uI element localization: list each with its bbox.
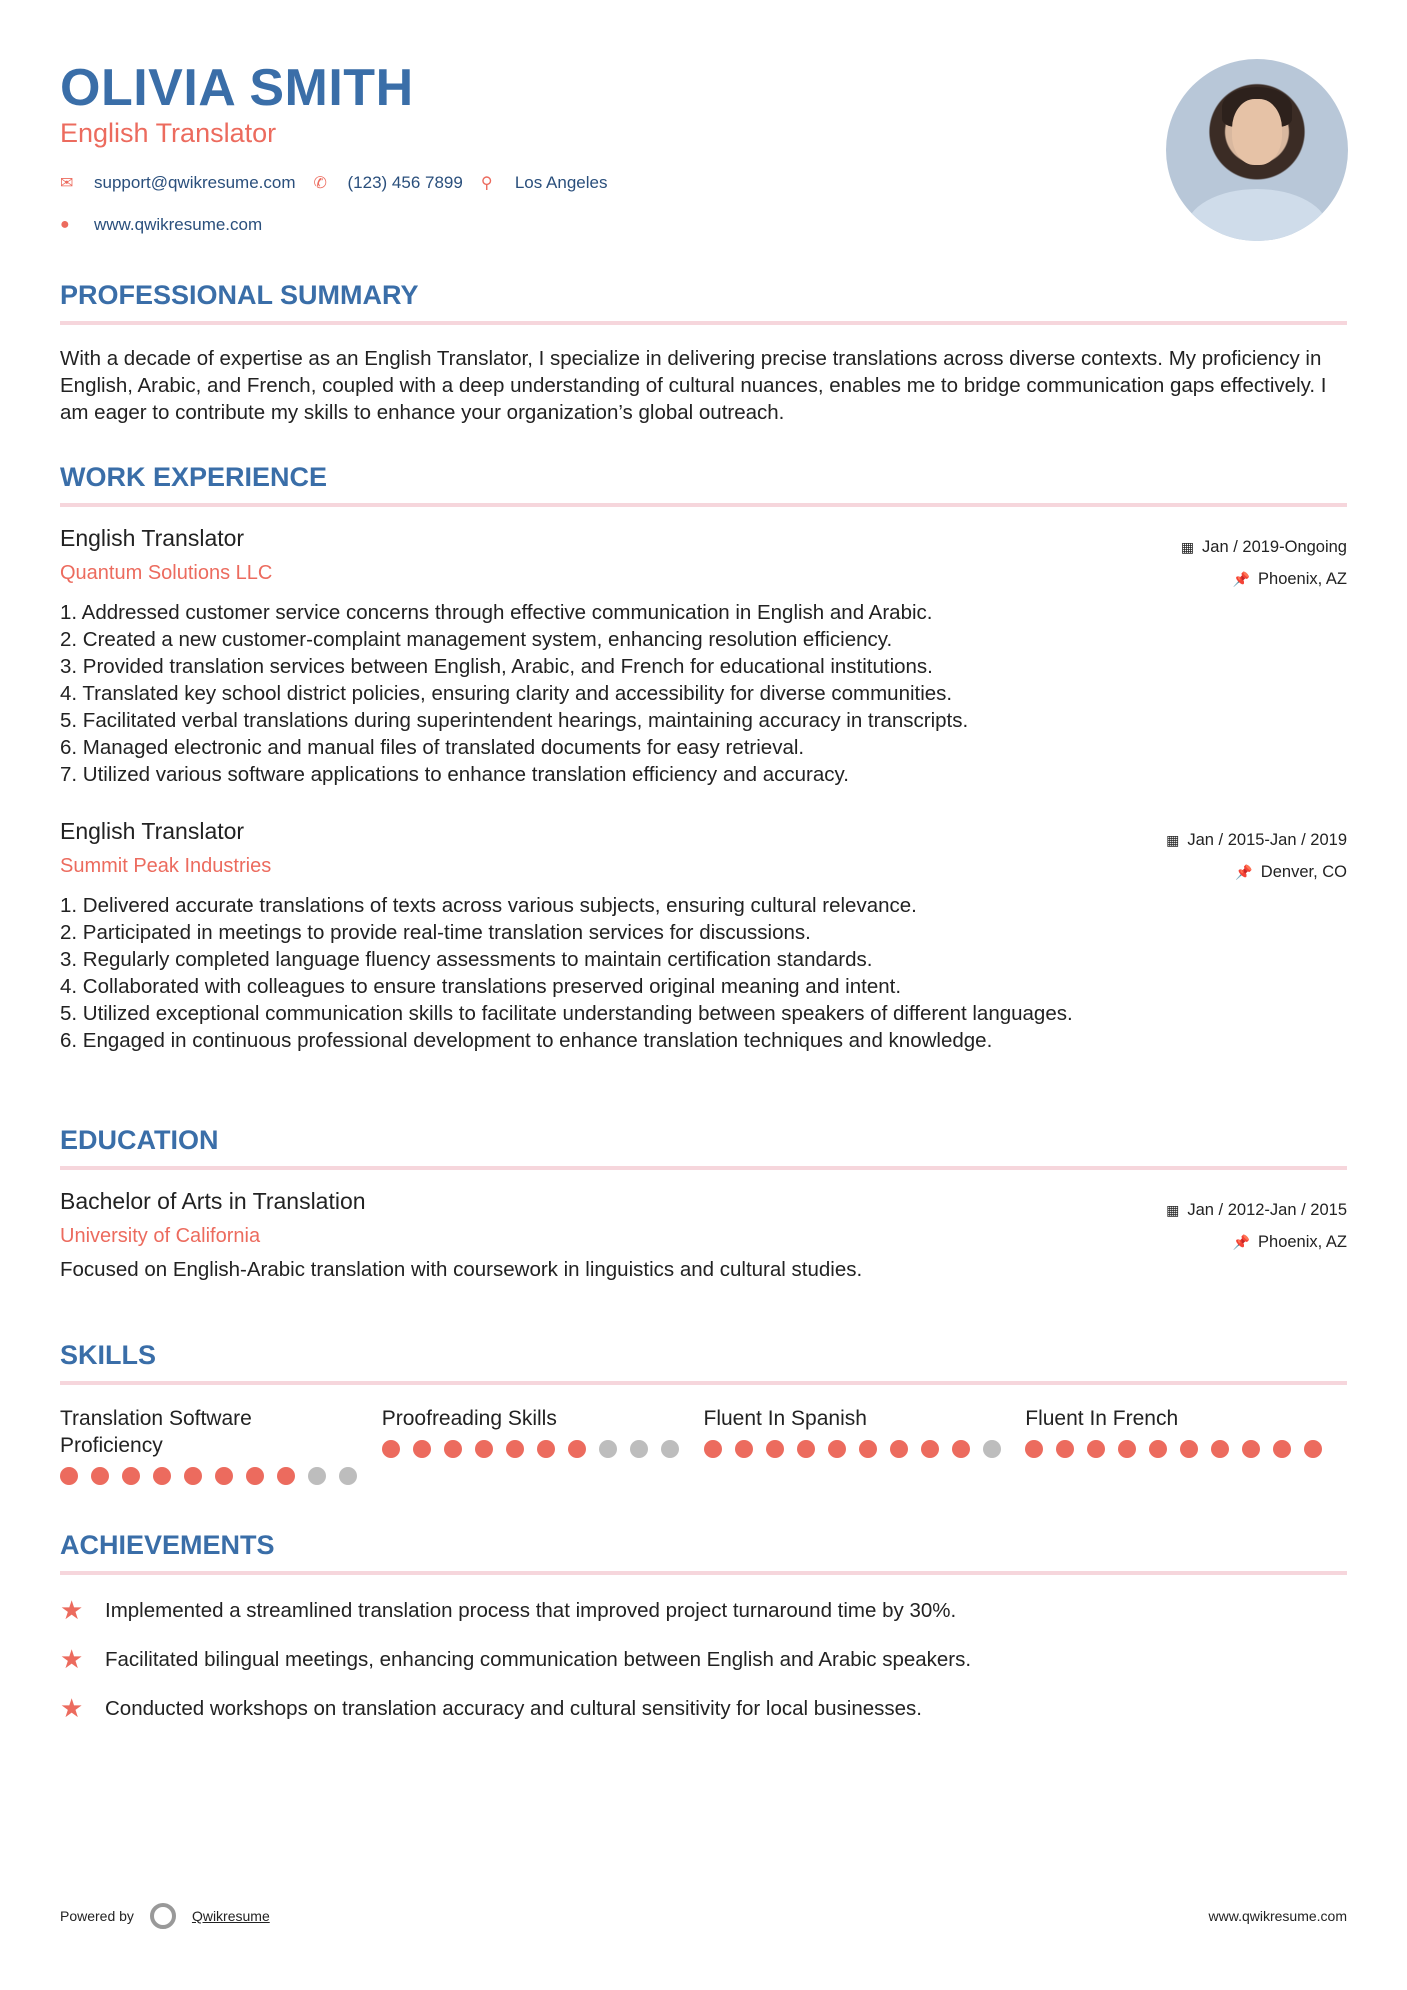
achievement-text: Implemented a streamlined translation process that improved project turnaround time by 30%. (105, 1598, 957, 1622)
rating-dot (1025, 1440, 1043, 1458)
achievement-item (60, 1595, 1347, 1626)
star-icon: ★ (60, 1595, 84, 1625)
list-item: 3. Regularly completed language fluency assessments to maintain certification standards. (60, 948, 873, 971)
rating-dot (1056, 1440, 1074, 1458)
qwikresume-logo-icon (150, 1903, 176, 1929)
rating-dot (599, 1440, 617, 1458)
section-heading: ACHIEVEMENTS (60, 1530, 1347, 1575)
candidate-name: OLIVIA SMITH (60, 59, 414, 117)
phone-icon: ✆ (313, 175, 327, 192)
duties-list (60, 599, 1347, 788)
website-link[interactable]: www.qwikresume.com (94, 215, 263, 234)
achievement-item (60, 1693, 1347, 1724)
location: Phoenix, AZ (1258, 570, 1347, 588)
list-item: 5. Facilitated verbal translations during superintendent hearings, maintaining accuracy in transcripts. (60, 709, 969, 732)
section-heading: PROFESSIONAL SUMMARY (60, 280, 1347, 325)
rating-dot (184, 1467, 202, 1485)
list-item: 3. Provided translation services between English, Arabic, and French for educational institutions. (60, 655, 933, 678)
location-text: Los Angeles (514, 173, 608, 192)
achievement-item (60, 1644, 1347, 1675)
rating-dot (1180, 1440, 1198, 1458)
footer-site-link[interactable]: www.qwikresume.com (1208, 1908, 1347, 1924)
skill-name: Fluent In French (1025, 1407, 1179, 1430)
brand-link[interactable]: Qwikresume (191, 1908, 270, 1924)
rating-dot (277, 1467, 295, 1485)
map-pin-icon: ⚲ (480, 175, 493, 192)
location: Denver, CO (1260, 863, 1347, 881)
rating-dot (122, 1467, 140, 1485)
rating-dot (983, 1440, 1001, 1458)
company: Quantum Solutions LLC (60, 562, 273, 584)
rating-dot (859, 1440, 877, 1458)
dates: Jan / 2019-Ongoing (1202, 538, 1347, 556)
list-item: 1. Delivered accurate translations of texts across various subjects, ensuring cultural relevance. (60, 894, 917, 917)
degree: Bachelor of Arts in Translation (60, 1188, 366, 1214)
list-item: 1. Addressed customer service concerns through effective communication in English and Arabic. (60, 601, 933, 624)
rating-dot (215, 1467, 233, 1485)
contact-row (60, 173, 625, 193)
skill-rating (1025, 1440, 1347, 1458)
rating-dot (308, 1467, 326, 1485)
skill-rating (382, 1440, 704, 1458)
list-item: 6. Engaged in continuous professional development to enhance translation techniques and knowledge. (60, 1029, 993, 1052)
rating-dot (60, 1467, 78, 1485)
rating-dot (766, 1440, 784, 1458)
rating-dot (506, 1440, 524, 1458)
list-item: 4. Collaborated with colleagues to ensure translations preserved original meaning and intent. (60, 975, 902, 998)
list-item: 6. Managed electronic and manual files of translated documents for easy retrieval. (60, 736, 805, 759)
rating-dot (828, 1440, 846, 1458)
rating-dot (1304, 1440, 1322, 1458)
rating-dot (475, 1440, 493, 1458)
skills-section (60, 1340, 1347, 1485)
section-heading: WORK EXPERIENCE (60, 462, 1347, 507)
list-item: 4. Translated key school district policies, ensuring clarity and accessibility for diverse communities. (60, 682, 953, 705)
duties-list (60, 892, 1347, 1054)
list-item: 7. Utilized various software applications to enhance translation efficiency and accuracy. (60, 763, 849, 786)
location: Phoenix, AZ (1258, 1233, 1347, 1251)
rating-dot (1087, 1440, 1105, 1458)
skill-item (382, 1405, 704, 1485)
rating-dot (630, 1440, 648, 1458)
list-item: 2. Participated in meetings to provide real-time translation services for discussions. (60, 921, 811, 944)
rating-dot (153, 1467, 171, 1485)
company: Summit Peak Industries (60, 855, 272, 877)
footer (60, 1903, 1347, 1929)
rating-dot (1118, 1440, 1136, 1458)
rating-dot (661, 1440, 679, 1458)
rating-dot (735, 1440, 753, 1458)
summary-section (60, 280, 1347, 426)
job-title: English Translator (60, 818, 245, 844)
skill-item (704, 1405, 1026, 1485)
education-description: Focused on English-Arabic translation with coursework in linguistics and cultural studies. (60, 1258, 863, 1281)
rating-dot (1273, 1440, 1291, 1458)
education-entry (60, 1188, 1347, 1283)
skill-name: Fluent In Spanish (703, 1407, 867, 1430)
rating-dot (91, 1467, 109, 1485)
skill-item (60, 1405, 382, 1485)
education-section (60, 1125, 1347, 1283)
job-title: English Translator (60, 525, 245, 551)
list-item: 2. Created a new customer-complaint management system, enhancing resolution efficiency. (60, 628, 893, 651)
skill-name: Proofreading Skills (381, 1407, 557, 1430)
section-heading: SKILLS (60, 1340, 1347, 1385)
star-icon: ★ (60, 1644, 84, 1674)
pin-icon: 📌 (1235, 864, 1253, 880)
skill-rating (704, 1440, 1026, 1458)
job-entry (60, 525, 1347, 788)
section-heading: EDUCATION (60, 1125, 1347, 1170)
list-item: 5. Utilized exceptional communication skills to facilitate understanding between speakers of different languages. (60, 1002, 1073, 1025)
rating-dot (382, 1440, 400, 1458)
experience-section (60, 462, 1347, 1054)
rating-dot (921, 1440, 939, 1458)
pin-icon: 📌 (1232, 1234, 1251, 1250)
dates: Jan / 2015-Jan / 2019 (1187, 831, 1347, 849)
achievements-section (60, 1530, 1347, 1724)
rating-dot (444, 1440, 462, 1458)
powered-by-label: Powered by (60, 1908, 134, 1924)
envelope-icon: ✉ (60, 175, 74, 192)
job-entry (60, 818, 1347, 1054)
rating-dot (704, 1440, 722, 1458)
rating-dot (568, 1440, 586, 1458)
rating-dot (339, 1467, 357, 1485)
calendar-icon: ▦ (1166, 1202, 1180, 1218)
school: University of California (60, 1225, 261, 1247)
rating-dot (1211, 1440, 1229, 1458)
profile-photo (1166, 59, 1348, 241)
skill-item (1025, 1405, 1347, 1485)
skill-rating (60, 1467, 382, 1485)
rating-dot (952, 1440, 970, 1458)
summary-text: With a decade of expertise as an English Translator, I specialize in delivering precise translations across diverse contexts. My proficiency in English, Arabic, and French, coupled with a deep understanding of cultural nuances, enables me to bridge communication gaps effectively. I am eager to contribute my skills to enhance your organization’s global outreach. (60, 347, 1327, 424)
email-link[interactable]: support@qwikresume.com (94, 173, 296, 192)
globe-icon: ● (60, 216, 70, 233)
phone-text: (123) 456 7899 (347, 173, 463, 192)
star-icon: ★ (60, 1693, 84, 1723)
rating-dot (1149, 1440, 1167, 1458)
achievement-text: Conducted workshops on translation accuracy and cultural sensitivity for local businesses. (105, 1696, 922, 1720)
calendar-icon: ▦ (1180, 539, 1195, 555)
calendar-icon: ▦ (1166, 832, 1180, 848)
pin-icon: 📌 (1232, 571, 1251, 587)
rating-dot (797, 1440, 815, 1458)
dates: Jan / 2012-Jan / 2015 (1187, 1201, 1347, 1219)
website-row (60, 215, 280, 235)
rating-dot (890, 1440, 908, 1458)
rating-dot (537, 1440, 555, 1458)
skill-name: Translation Software Proficiency (60, 1407, 252, 1457)
rating-dot (413, 1440, 431, 1458)
candidate-role: English Translator (60, 118, 277, 148)
achievement-text: Facilitated bilingual meetings, enhancing communication between English and Arabic speakers. (105, 1647, 972, 1671)
rating-dot (1242, 1440, 1260, 1458)
rating-dot (246, 1467, 264, 1485)
